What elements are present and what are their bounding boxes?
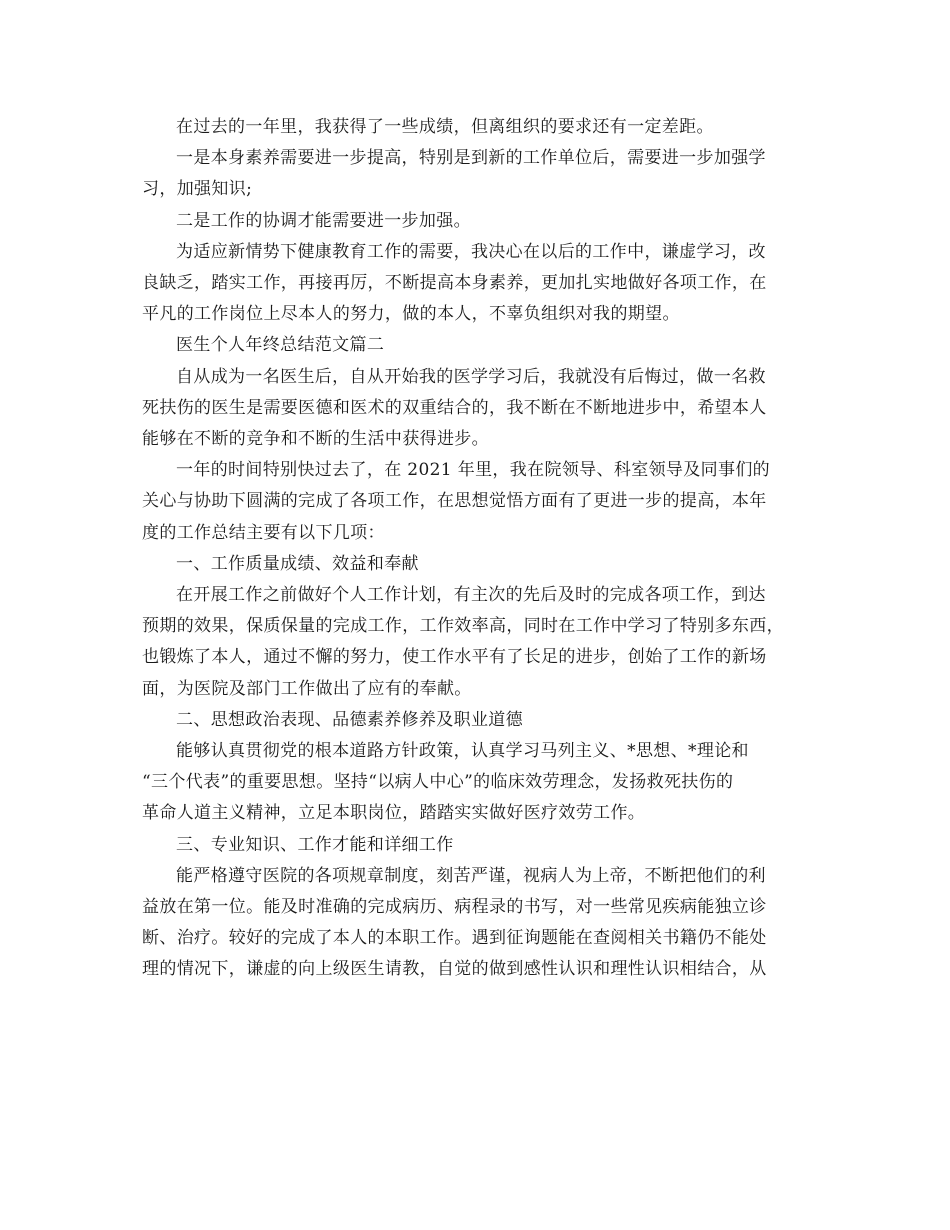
text-line: 在过去的一年里，我获得了一些成绩，但离组织的要求还有一定差距。: [176, 117, 714, 137]
text-line: 能严格遵守医院的各项规章制度，刻苦严谨，视病人为上帝，不断把他们的利: [176, 865, 766, 886]
text-line: 平凡的工作岗位上尽本人的努力，做的本人，不辜负组织对我的期望。: [142, 304, 680, 325]
text-line: 能够在不断的竞争和不断的生活中获得进步。: [142, 429, 489, 450]
text-line: 革命人道主义精神，立足本职岗位，踏踏实实做好医疗效劳工作。: [142, 803, 646, 824]
text-line: 理的情况下，谦虚的向上级医生请教，自觉的做到感性认识和理性认识相结合，从: [142, 959, 767, 980]
text-line: 一、工作质量成绩、效益和奉献: [176, 553, 419, 574]
paragraph: [142, 830, 818, 861]
text-line: “三个代表”的重要思想。坚持“以病人中心”的临床效劳理念，发扬救死扶伤的: [142, 772, 734, 793]
text-line: 在开展工作之前做好个人工作计划，有主次的先后及时的完成各项工作，到达: [176, 585, 766, 606]
text-line: 断、治疗。较好的完成了本人的本职工作。遇到征询题能在查阅相关书籍仍不能处: [142, 928, 767, 949]
text-line: 关心与协助下圆满的完成了各项工作，在思想觉悟方面有了更进一步的提高，本年: [142, 491, 767, 512]
text-line: 三、专业知识、工作才能和详细工作: [176, 834, 454, 855]
paragraph: [142, 861, 818, 986]
paragraph: [142, 362, 818, 456]
paragraph: [142, 112, 818, 143]
text-line: 死扶伤的医生是需要医德和医术的双重结合的，我不断在不断地进步中，希望本人: [142, 397, 767, 418]
text-line: 二是工作的协调才能需要进一步加强。: [176, 210, 471, 231]
text-line: 度的工作总结主要有以下几项：: [142, 522, 385, 543]
text-line: 能够认真贯彻党的根本道路方针政策，认真学习马列主义、*思想、*理论和: [176, 741, 749, 762]
text-line: 自从成为一名医生后，自从开始我的医学学习后，我就没有后悔过，做一名救: [176, 366, 766, 387]
text-line: 习，加强知识;: [142, 179, 253, 200]
paragraph: [142, 455, 818, 549]
paragraph: [142, 206, 818, 237]
text-line: 一是本身素养需要进一步提高，特别是到新的工作单位后，需要进一步加强学: [176, 148, 766, 169]
text-line: 预期的效果，保质保量的完成工作，工作效率高，同时在工作中学习了特别多东西，: [142, 616, 784, 637]
text-line: 一年的时间特别快过去了，在 2021 年里，我在院领导、科室领导及同事们的: [176, 460, 771, 481]
paragraph: [142, 143, 818, 205]
text-line: 也锻炼了本人，通过不懈的努力，使工作水平有了长足的进步，创始了工作的新场: [142, 647, 767, 668]
paragraph: [142, 705, 818, 736]
text-line: 医生个人年终总结范文篇二: [176, 335, 385, 356]
text-line: 益放在第一位。能及时准确的完成病历、病程录的书写，对一些常见疾病能独立诊: [142, 897, 767, 918]
text-line: 为适应新情势下健康教育工作的需要，我决心在以后的工作中，谦虚学习，改: [176, 241, 766, 262]
paragraph: [142, 736, 818, 830]
text-line: 良缺乏，踏实工作，再接再厉，不断提高本身素养，更加扎实地做好各项工作，在: [142, 273, 767, 294]
paragraph: [142, 580, 818, 705]
paragraph: [142, 549, 818, 580]
paragraph: [142, 330, 818, 361]
paragraph: [142, 237, 818, 331]
text-line: 面，为医院及部门工作做出了应有的奉献。: [142, 678, 472, 699]
document-body: [142, 112, 818, 986]
text-line: 二、思想政治表现、品德素养修养及职业道德: [176, 709, 523, 730]
